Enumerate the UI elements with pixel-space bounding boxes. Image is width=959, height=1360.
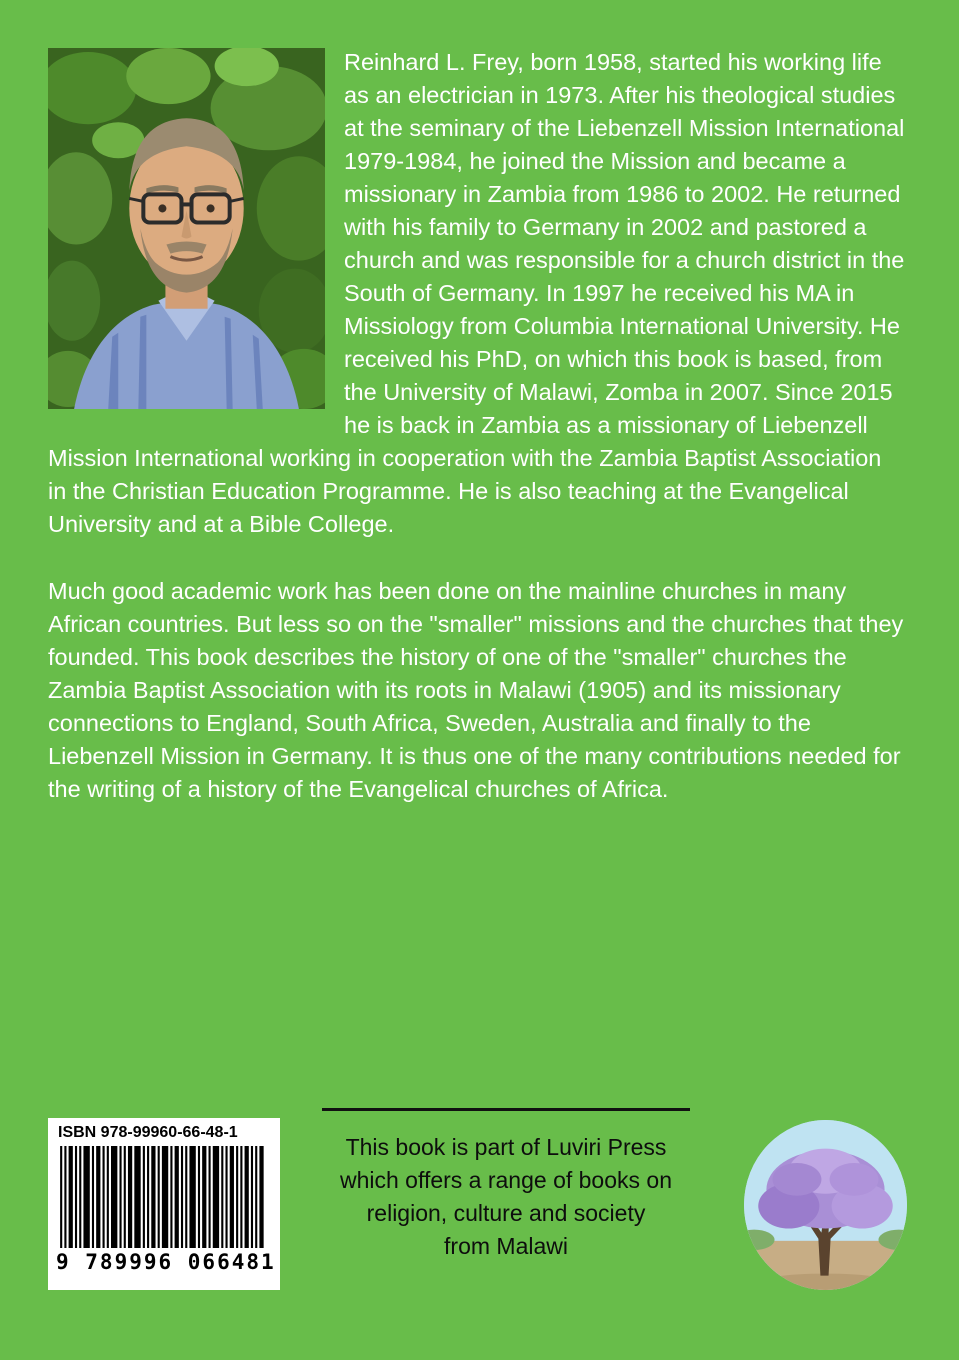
publisher-note-line: This book is part of Luviri Press <box>345 1134 667 1160</box>
jacaranda-tree-photo <box>744 1120 907 1290</box>
isbn-label: ISBN 978-99960-66-48-1 <box>58 1124 238 1141</box>
author-bio-paragraph: Reinhard L. Frey, born 1958, started his working life as an electrician in 1973. After his theological studies at the seminary of the Liebenzell Mission International 1979-1984, he joined the Mission and became a missionary in Zambia from 1986 to 2002. He returned with his family to Germany in 2002 and pastored a church and was responsible for a church district in the South of Germany. In 1997 he received his MA in Missiology from Columbia International University. He received his PhD, on which this book is based, from the University of Malawi, Zomba in 2007. Since 2015 he is back in Zambia as a missionary of Liebenzell Mission International working in cooperation with the Zambia Baptist Association in the Christian Education Programme. He is also teaching at the Evangelical University and at a Bible College. <box>48 49 905 537</box>
barcode-icon <box>58 1146 270 1248</box>
publisher-note-line: which offers a range of books on <box>339 1167 672 1193</box>
book-description-paragraph: Much good academic work has been done on the mainline churches in many African countries. But less so on the "smaller" missions and the churches that they founded. This book describes the history of one of the "smaller" churches the Zambia Baptist Association with its roots in Malawi (1905) and its missionary connections to England, South Africa, Sweden, Australia and finally to the Liebenzell Mission in Germany. It is thus one of the many contributions needed for the writing of a history of the Evangelical churches of Africa. <box>48 578 904 802</box>
author-portrait-illustration <box>48 48 325 409</box>
author-portrait-photo <box>48 48 325 409</box>
publisher-divider <box>322 1108 690 1111</box>
barcode-digits: 9 789996 066481 <box>56 1250 276 1274</box>
publisher-note <box>322 1108 690 1263</box>
jacaranda-tree-illustration <box>744 1120 907 1290</box>
isbn-barcode-box <box>48 1118 280 1290</box>
publisher-note-line: from Malawi <box>444 1233 568 1259</box>
publisher-note-line: religion, culture and society <box>366 1200 646 1226</box>
